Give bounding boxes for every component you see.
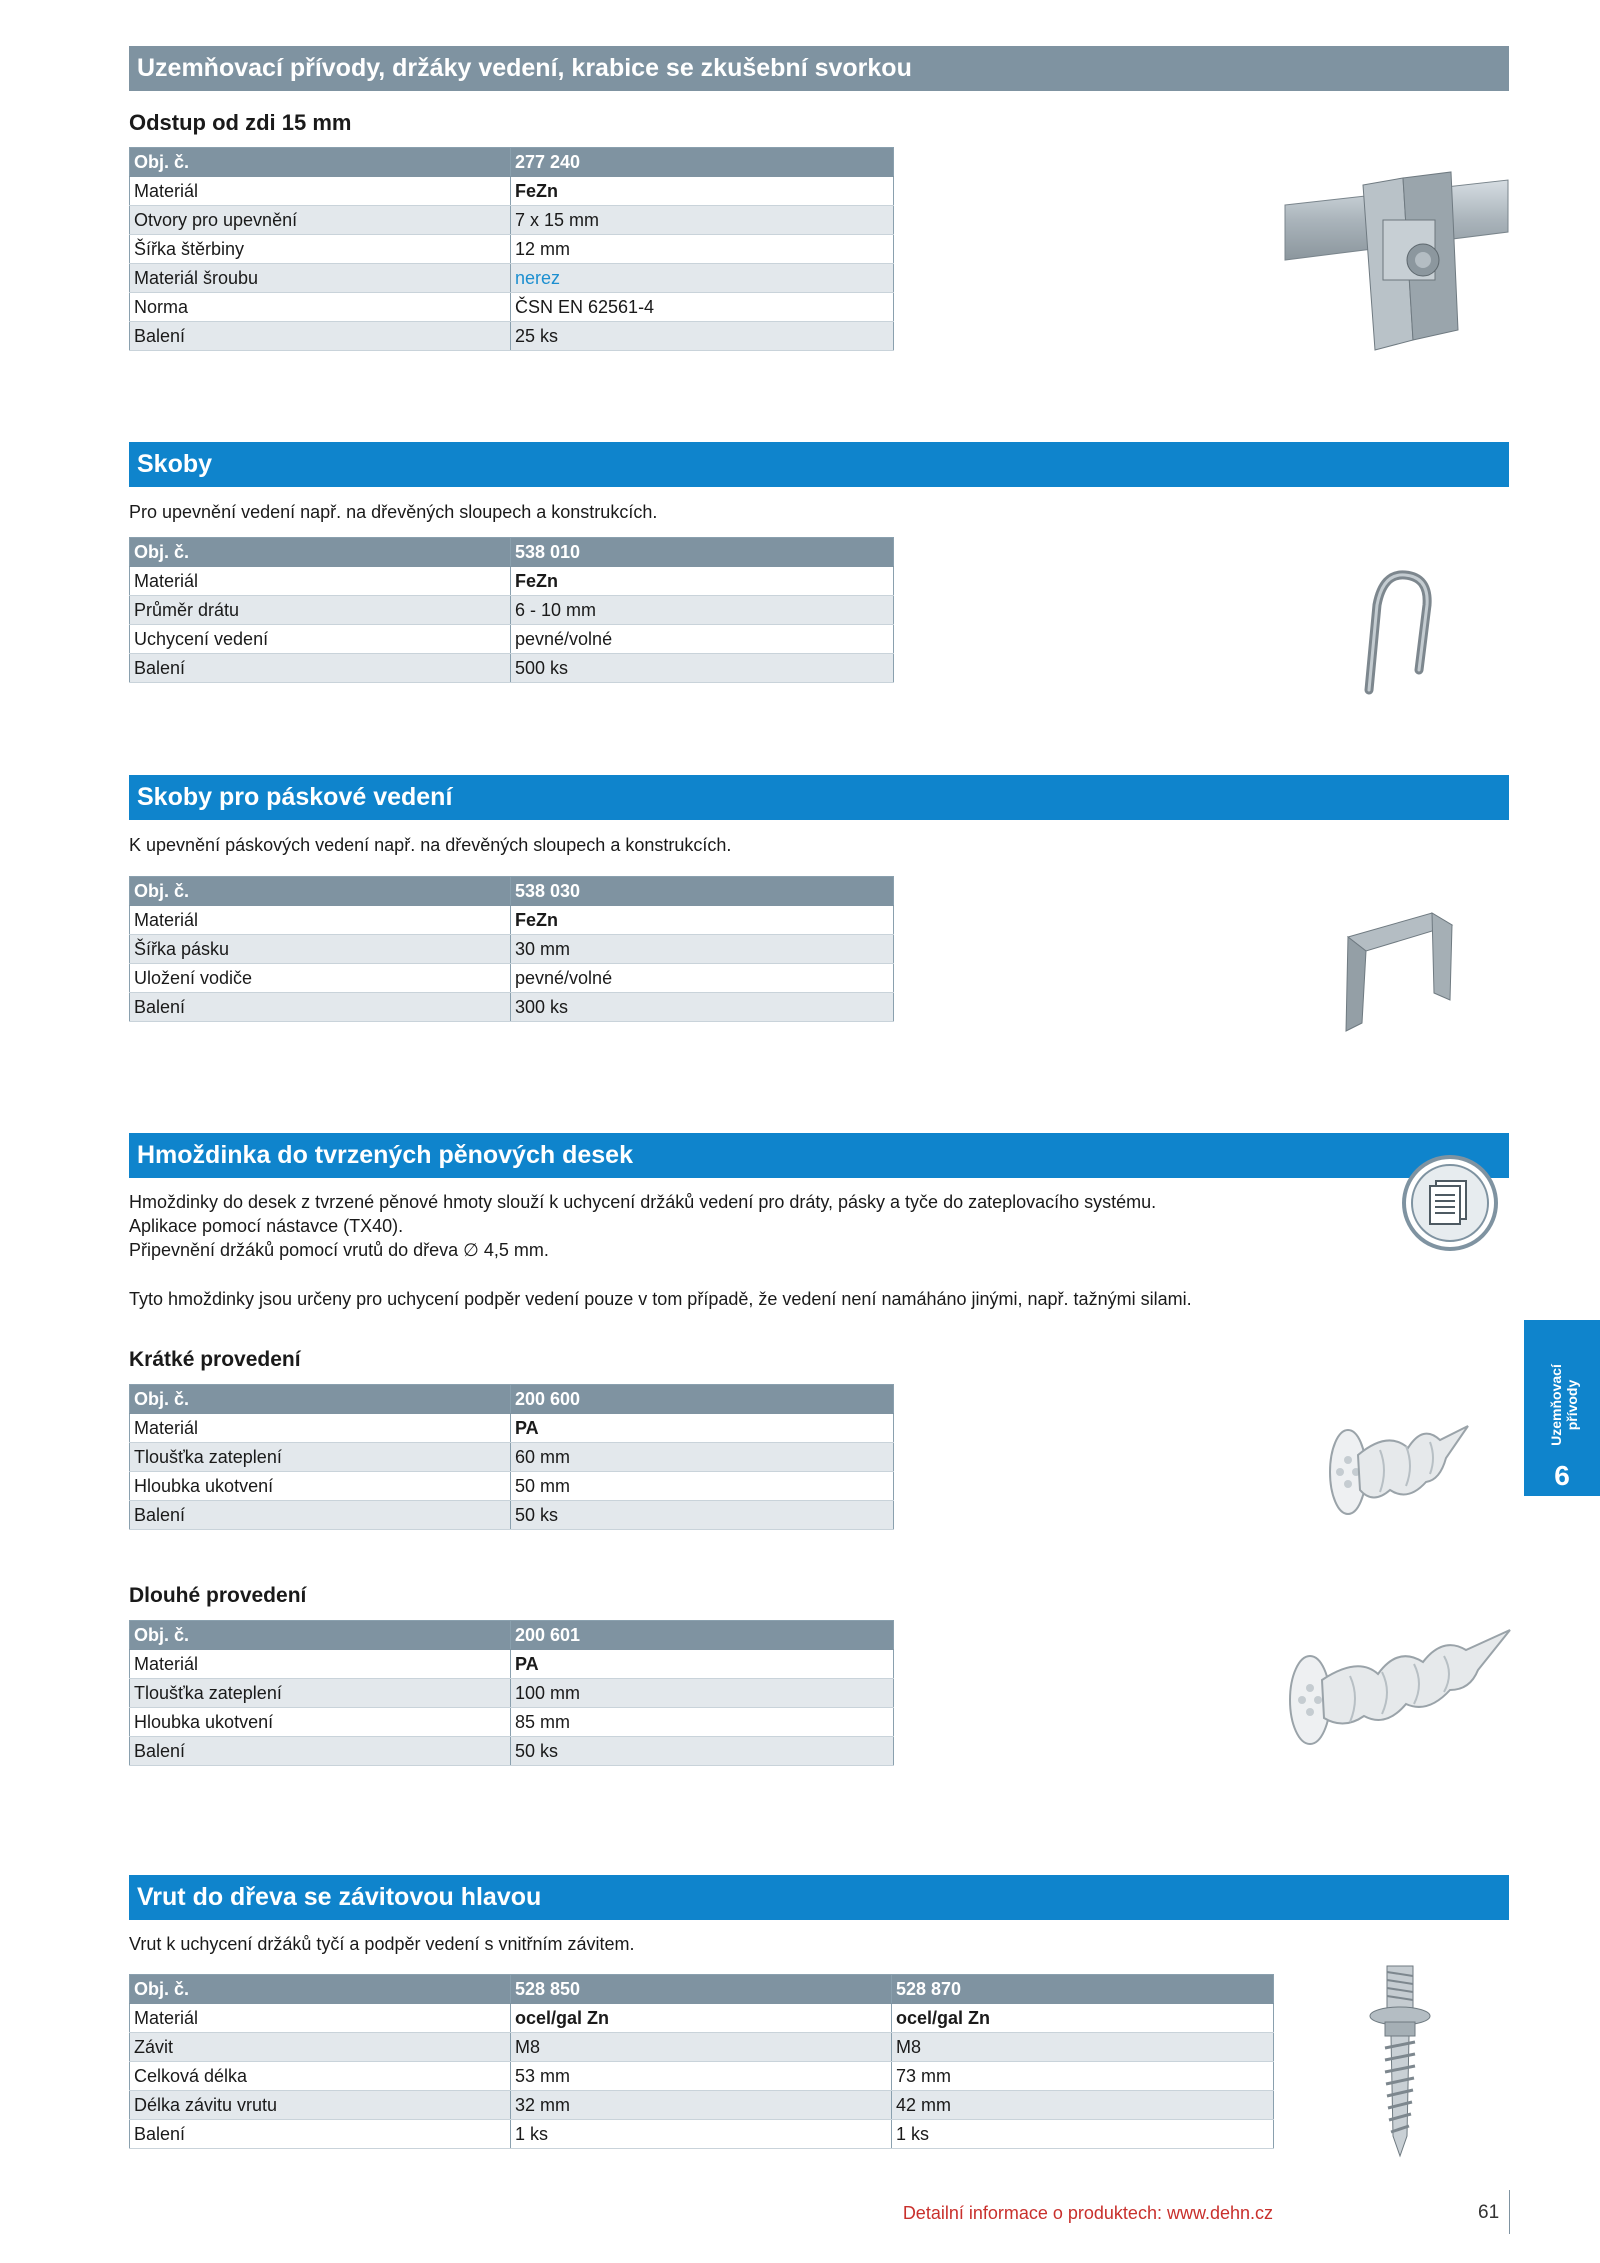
chapter-side-tab[interactable] [1524, 1320, 1600, 1496]
header-article-number: 528 870 [892, 1975, 1274, 2004]
row-label: Šířka pásku [130, 935, 511, 964]
conductor-holder-image [1283, 160, 1513, 360]
table-row [130, 1414, 894, 1443]
row-value: PA [511, 1650, 894, 1679]
table-row [130, 1443, 894, 1472]
row-value: FeZn [511, 567, 894, 596]
spec-table-528850-528870 [129, 1974, 1274, 2149]
row-value: 32 mm [511, 2091, 892, 2120]
table-row [130, 2033, 1274, 2062]
section-title-skoby-paskove: Skoby pro páskové vedení [129, 775, 1509, 820]
table-row [130, 1650, 894, 1679]
table-row [130, 964, 894, 993]
table-row [130, 293, 894, 322]
row-label: Balení [130, 993, 511, 1022]
long-dowel-image [1278, 1618, 1518, 1748]
table-row [130, 206, 894, 235]
table-row [130, 1472, 894, 1501]
chapter-number: 6 [1554, 1460, 1570, 1491]
row-value: FeZn [511, 177, 894, 206]
subtitle-odstup: Odstup od zdi 15 mm [129, 110, 352, 135]
table-row [130, 177, 894, 206]
chapter-tab-label-line1: Uzemňovací [1548, 1364, 1564, 1446]
row-label: Materiál [130, 177, 511, 206]
table-row [130, 2004, 1274, 2033]
row-value: 12 mm [511, 235, 894, 264]
description-skoby: Pro upevnění vedení např. na dřevěných sloupech a konstrukcích. [129, 502, 658, 522]
chapter-tab-label-line2: přívody [1564, 1379, 1580, 1431]
subtitle-kratke: Krátké provedení [129, 1348, 301, 1371]
table-row [130, 235, 894, 264]
row-value: M8 [892, 2033, 1274, 2062]
row-value: 73 mm [892, 2062, 1274, 2091]
row-label: Tloušťka zateplení [130, 1443, 511, 1472]
staple-image [1355, 565, 1445, 695]
header-article-number: 528 850 [511, 1975, 892, 2004]
row-label: Materiál [130, 567, 511, 596]
row-label: Otvory pro upevnění [130, 206, 511, 235]
footer-product-info-link[interactable]: Detailní informace o produktech: www.dehn.cz [902, 2203, 1273, 2223]
table-row [130, 596, 894, 625]
table-row [130, 2062, 1274, 2091]
table-header-row [130, 1385, 894, 1414]
spec-table-277240 [129, 147, 894, 351]
row-label: Délka závitu vrutu [130, 2091, 511, 2120]
row-label: Tloušťka zateplení [130, 1679, 511, 1708]
row-value: PA [511, 1414, 894, 1443]
row-value: 500 ks [511, 654, 894, 683]
row-label: Uchycení vedení [130, 625, 511, 654]
table-row [130, 1708, 894, 1737]
header-article-number: 200 601 [511, 1621, 894, 1650]
row-value: M8 [511, 2033, 892, 2062]
row-value-link[interactable]: nerez [511, 264, 894, 293]
header-label: Obj. č. [130, 877, 511, 906]
row-value: 1 ks [511, 2120, 892, 2149]
row-label: Balení [130, 654, 511, 683]
header-label: Obj. č. [130, 148, 511, 177]
row-label: Materiál [130, 906, 511, 935]
wood-screw-image [1355, 1960, 1445, 2160]
table-row [130, 1679, 894, 1708]
spec-table-200601 [129, 1620, 894, 1766]
table-header-row [130, 538, 894, 567]
table-row [130, 1737, 894, 1766]
row-label: Šířka štěrbiny [130, 235, 511, 264]
spec-table-538010 [129, 537, 894, 683]
row-label: Balení [130, 1737, 511, 1766]
table-row [130, 1501, 894, 1530]
header-article-number: 277 240 [511, 148, 894, 177]
row-value: 300 ks [511, 993, 894, 1022]
row-value: 42 mm [892, 2091, 1274, 2120]
header-label: Obj. č. [130, 538, 511, 567]
row-label: Balení [130, 322, 511, 351]
row-value: 50 ks [511, 1501, 894, 1530]
row-label: Celková délka [130, 2062, 511, 2091]
row-label: Balení [130, 1501, 511, 1530]
row-value: 85 mm [511, 1708, 894, 1737]
row-value: 50 ks [511, 1737, 894, 1766]
row-label: Hloubka ukotvení [130, 1708, 511, 1737]
header-label: Obj. č. [130, 1385, 511, 1414]
row-label: Norma [130, 293, 511, 322]
footer-divider [1509, 2190, 1510, 2234]
row-label: Materiál [130, 2004, 511, 2033]
table-row [130, 322, 894, 351]
row-value: pevné/volné [511, 964, 894, 993]
row-label: Materiál [130, 1414, 511, 1443]
row-value: 7 x 15 mm [511, 206, 894, 235]
table-row [130, 625, 894, 654]
row-value: 25 ks [511, 322, 894, 351]
paragraph-hmozdinka-4: Tyto hmoždinky jsou určeny pro uchycení podpěr vedení pouze v tom případě, že vedení není namáháno jinými, např. tažnými silami. [129, 1289, 1192, 1309]
table-header-row [130, 148, 894, 177]
table-row [130, 906, 894, 935]
row-value: pevné/volné [511, 625, 894, 654]
row-label: Balení [130, 2120, 511, 2149]
short-dowel-image [1318, 1410, 1478, 1520]
chapter-tab-label [1548, 1350, 1580, 1460]
table-header-row [130, 877, 894, 906]
table-row [130, 935, 894, 964]
section-title-uzemnovaci-privody: Uzemňovací přívody, držáky vedení, krabice se zkušební svorkou [129, 46, 1509, 91]
documents-icon[interactable] [1400, 1153, 1500, 1253]
table-row [130, 2091, 1274, 2120]
table-row [130, 993, 894, 1022]
row-value: ocel/gal Zn [511, 2004, 892, 2033]
header-article-number: 200 600 [511, 1385, 894, 1414]
spec-table-200600 [129, 1384, 894, 1530]
row-value: 60 mm [511, 1443, 894, 1472]
paragraph-hmozdinka-2: Aplikace pomocí nástavce (TX40). [129, 1216, 404, 1236]
table-header-row [130, 1621, 894, 1650]
row-value: FeZn [511, 906, 894, 935]
row-value: 53 mm [511, 2062, 892, 2091]
row-label: Hloubka ukotvení [130, 1472, 511, 1501]
section-title-hmozdinka: Hmoždinka do tvrzených pěnových desek [129, 1133, 1509, 1178]
table-row [130, 567, 894, 596]
row-value: ocel/gal Zn [892, 2004, 1274, 2033]
row-value: 50 mm [511, 1472, 894, 1501]
row-value: 6 - 10 mm [511, 596, 894, 625]
paragraph-hmozdinka-3: Připevnění držáků pomocí vrutů do dřeva ∅ 4,5 mm. [129, 1240, 549, 1260]
header-label: Obj. č. [130, 1975, 511, 2004]
description-skoby-paskove: K upevnění páskových vedení např. na dřevěných sloupech a konstrukcích. [129, 835, 732, 855]
table-header-row [130, 1975, 1274, 2004]
tape-staple-image [1340, 905, 1460, 1035]
row-label: Závit [130, 2033, 511, 2062]
page-number: 61 [1478, 2202, 1500, 2223]
table-row [130, 2120, 1274, 2149]
row-value: 1 ks [892, 2120, 1274, 2149]
table-row [130, 264, 894, 293]
row-label: Průměr drátu [130, 596, 511, 625]
description-vrut: Vrut k uchycení držáků tyčí a podpěr vedení s vnitřním závitem. [129, 1934, 635, 1954]
row-value: ČSN EN 62561-4 [511, 293, 894, 322]
header-article-number: 538 010 [511, 538, 894, 567]
row-label: Uložení vodiče [130, 964, 511, 993]
spec-table-538030 [129, 876, 894, 1022]
section-title-vrut: Vrut do dřeva se závitovou hlavou [129, 1875, 1509, 1920]
row-value: 30 mm [511, 935, 894, 964]
paragraph-hmozdinka-1: Hmoždinky do desek z tvrzené pěnové hmoty slouží k uchycení držáků vedení pro dráty, pásky a tyče do zateplovacího systému. [129, 1192, 1157, 1212]
header-article-number: 538 030 [511, 877, 894, 906]
row-value: 100 mm [511, 1679, 894, 1708]
header-label: Obj. č. [130, 1621, 511, 1650]
row-label: Materiál [130, 1650, 511, 1679]
subtitle-dlouhe: Dlouhé provedení [129, 1584, 307, 1607]
section-title-skoby: Skoby [129, 442, 1509, 487]
row-label: Materiál šroubu [130, 264, 511, 293]
table-row [130, 654, 894, 683]
